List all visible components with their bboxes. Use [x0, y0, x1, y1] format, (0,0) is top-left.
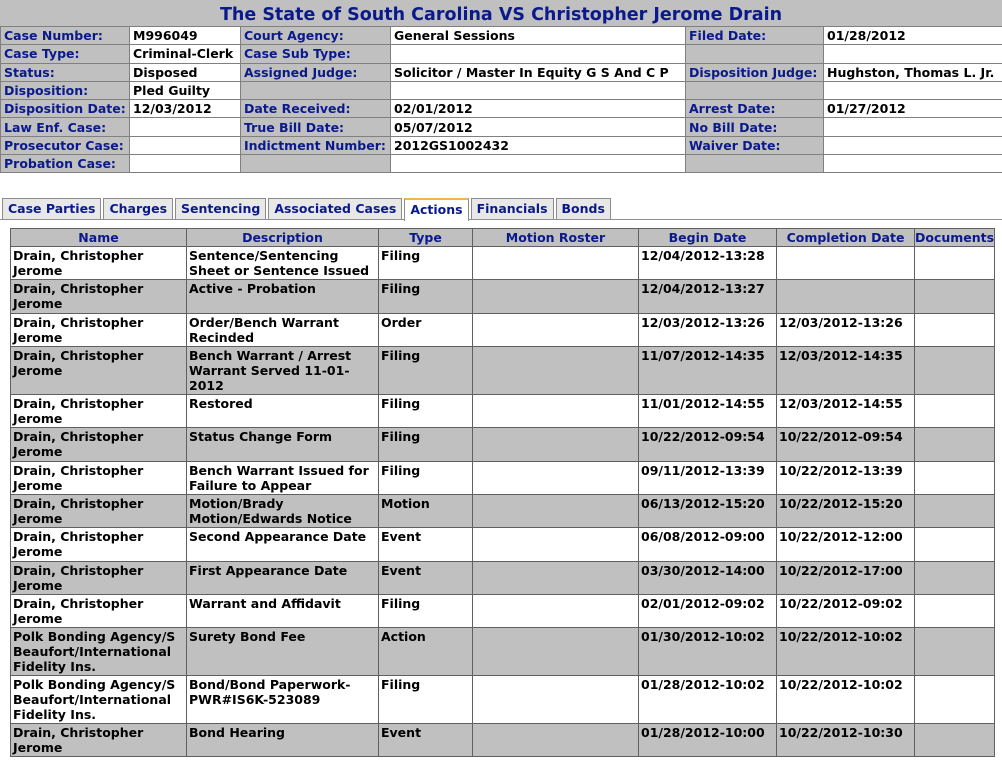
- motion-roster-cell: [473, 395, 639, 428]
- documents-cell: [915, 428, 995, 462]
- column-header-type[interactable]: Type: [379, 229, 473, 247]
- waiver-date-value: [824, 136, 1002, 154]
- blank-value: [824, 45, 1002, 63]
- name-cell: Drain, Christopher Jerome: [11, 528, 187, 562]
- status-label: Status:: [1, 63, 130, 81]
- documents-cell: [915, 495, 995, 528]
- type-cell: Event: [379, 724, 473, 757]
- actions-table-body: [11, 247, 995, 757]
- name-cell: Drain, Christopher Jerome: [11, 562, 187, 595]
- completion-date-cell: 10/22/2012-12:00: [777, 528, 915, 562]
- date-received-value: 02/01/2012: [391, 100, 686, 118]
- disposition-label: Disposition:: [1, 81, 130, 99]
- name-cell: Drain, Christopher Jerome: [11, 428, 187, 462]
- name-cell: Drain, Christopher Jerome: [11, 724, 187, 757]
- description-cell: Bench Warrant Issued for Failure to Appear: [187, 462, 379, 495]
- documents-cell: [915, 724, 995, 757]
- motion-roster-cell: [473, 676, 639, 724]
- description-cell: First Appearance Date: [187, 562, 379, 595]
- motion-roster-cell: [473, 314, 639, 347]
- case-sub-type-value: [391, 45, 686, 63]
- type-cell: Filing: [379, 676, 473, 724]
- completion-date-cell: [777, 247, 915, 280]
- name-cell: Polk Bonding Agency/S Beaufort/International Fidelity Ins.: [11, 628, 187, 676]
- motion-roster-cell: [473, 562, 639, 595]
- completion-date-cell: 10/22/2012-09:54: [777, 428, 915, 462]
- blank-value: [391, 81, 686, 99]
- blank-value: [391, 155, 686, 173]
- motion-roster-cell: [473, 247, 639, 280]
- column-header-completion-date[interactable]: Completion Date: [777, 229, 915, 247]
- tab-actions[interactable]: Actions: [404, 198, 468, 221]
- true-bill-date-value: 05/07/2012: [391, 118, 686, 136]
- blank-label: [686, 45, 824, 63]
- description-cell: Status Change Form: [187, 428, 379, 462]
- arrest-date-value: 01/27/2012: [824, 100, 1002, 118]
- completion-date-cell: 12/03/2012-14:35: [777, 347, 915, 395]
- name-cell: Drain, Christopher Jerome: [11, 462, 187, 495]
- case-type-value: Criminal-Clerk: [130, 45, 241, 63]
- type-cell: Filing: [379, 280, 473, 314]
- table-row[interactable]: [11, 628, 995, 676]
- documents-cell: [915, 314, 995, 347]
- type-cell: Event: [379, 562, 473, 595]
- motion-roster-cell: [473, 495, 639, 528]
- table-row[interactable]: [11, 280, 995, 314]
- type-cell: Filing: [379, 347, 473, 395]
- description-cell: Order/Bench Warrant Recinded: [187, 314, 379, 347]
- tab-charges[interactable]: Charges: [103, 198, 173, 219]
- type-cell: Filing: [379, 595, 473, 628]
- table-row[interactable]: [11, 724, 995, 757]
- column-header-documents[interactable]: Documents: [915, 230, 995, 245]
- documents-cell: [915, 247, 995, 280]
- motion-roster-cell: [473, 428, 639, 462]
- begin-date-cell: 11/07/2012-14:35: [639, 347, 777, 395]
- description-cell: Second Appearance Date: [187, 528, 379, 562]
- status-value: Disposed: [130, 63, 241, 81]
- name-cell: Drain, Christopher Jerome: [11, 280, 187, 314]
- type-cell: Filing: [379, 428, 473, 462]
- name-cell: Drain, Christopher Jerome: [11, 314, 187, 347]
- tab-financials[interactable]: Financials: [471, 198, 554, 219]
- name-cell: Polk Bonding Agency/S Beaufort/International Fidelity Ins.: [11, 676, 187, 724]
- probation-case-value: [130, 155, 241, 173]
- begin-date-cell: 01/28/2012-10:00: [639, 724, 777, 757]
- motion-roster-cell: [473, 628, 639, 676]
- filed-date-value: 01/28/2012: [824, 27, 1002, 45]
- column-header-description[interactable]: Description: [187, 229, 379, 247]
- description-cell: Bond/Bond Paperwork-PWR#IS6K-523089: [187, 676, 379, 724]
- actions-table: [10, 228, 995, 757]
- completion-date-cell: 12/03/2012-14:55: [777, 395, 915, 428]
- name-cell: Drain, Christopher Jerome: [11, 495, 187, 528]
- description-cell: Bench Warrant / Arrest Warrant Served 11-01-2012: [187, 347, 379, 395]
- blank-label: [686, 81, 824, 99]
- table-row[interactable]: [11, 314, 995, 347]
- indictment-number-label: Indictment Number:: [241, 136, 391, 154]
- page-title: The State of South Carolina VS Christopher Jerome Drain: [0, 0, 1002, 27]
- disposition-judge-value: Hughston, Thomas L. Jr.: [824, 63, 1002, 81]
- waiver-date-label: Waiver Date:: [686, 136, 824, 154]
- probation-case-label: Probation Case:: [1, 155, 130, 173]
- begin-date-cell: 06/13/2012-15:20: [639, 495, 777, 528]
- documents-cell: [915, 395, 995, 428]
- court-agency-label: Court Agency:: [241, 27, 391, 45]
- tab-sentencing[interactable]: Sentencing: [175, 198, 266, 219]
- documents-cell: [915, 562, 995, 595]
- blank-value: [824, 81, 1002, 99]
- completion-date-cell: 10/22/2012-09:02: [777, 595, 915, 628]
- table-row[interactable]: [11, 347, 995, 395]
- filed-date-label: Filed Date:: [686, 27, 824, 45]
- description-cell: Active - Probation: [187, 280, 379, 314]
- disposition-judge-label: Disposition Judge:: [686, 63, 824, 81]
- begin-date-cell: 10/22/2012-09:54: [639, 428, 777, 462]
- motion-roster-cell: [473, 528, 639, 562]
- type-cell: Action: [379, 628, 473, 676]
- begin-date-cell: 03/30/2012-14:00: [639, 562, 777, 595]
- case-type-label: Case Type:: [1, 45, 130, 63]
- motion-roster-cell: [473, 462, 639, 495]
- table-row[interactable]: [11, 428, 995, 462]
- description-cell: Motion/Brady Motion/Edwards Notice: [187, 495, 379, 528]
- name-cell: Drain, Christopher Jerome: [11, 395, 187, 428]
- column-header-motion-roster[interactable]: Motion Roster: [473, 229, 639, 247]
- disposition-value: Pled Guilty: [130, 81, 241, 99]
- no-bill-date-value: [824, 118, 1002, 136]
- indictment-number-value: 2012GS1002432: [391, 136, 686, 154]
- type-cell: Event: [379, 528, 473, 562]
- blank-label: [686, 155, 824, 173]
- table-row[interactable]: [11, 247, 995, 280]
- actions-header-row: [11, 229, 995, 247]
- documents-cell: [915, 462, 995, 495]
- prosecutor-case-label: Prosecutor Case:: [1, 136, 130, 154]
- type-cell: Filing: [379, 462, 473, 495]
- table-row[interactable]: [11, 495, 995, 528]
- case-number-label: Case Number:: [1, 27, 130, 45]
- motion-roster-cell: [473, 347, 639, 395]
- table-row[interactable]: [11, 528, 995, 562]
- motion-roster-cell: [473, 280, 639, 314]
- begin-date-cell: 01/30/2012-10:02: [639, 628, 777, 676]
- description-cell: Restored: [187, 395, 379, 428]
- tab-bonds[interactable]: Bonds: [556, 198, 611, 219]
- type-cell: Motion: [379, 495, 473, 528]
- completion-date-cell: 10/22/2012-15:20: [777, 495, 915, 528]
- tab-case-parties[interactable]: Case Parties: [2, 198, 101, 219]
- begin-date-cell: 12/03/2012-13:26: [639, 314, 777, 347]
- no-bill-date-label: No Bill Date:: [686, 118, 824, 136]
- name-cell: Drain, Christopher Jerome: [11, 595, 187, 628]
- column-header-name[interactable]: Name: [11, 229, 187, 247]
- begin-date-cell: 01/28/2012-10:02: [639, 676, 777, 724]
- completion-date-cell: 10/22/2012-10:30: [777, 724, 915, 757]
- arrest-date-label: Arrest Date:: [686, 100, 824, 118]
- case-info-table: [0, 26, 1002, 173]
- completion-date-cell: 10/22/2012-10:02: [777, 628, 915, 676]
- blank-value: [824, 155, 1002, 173]
- motion-roster-cell: [473, 595, 639, 628]
- completion-date-cell: 10/22/2012-10:02: [777, 676, 915, 724]
- assigned-judge-label: Assigned Judge:: [241, 63, 391, 81]
- begin-date-cell: 02/01/2012-09:02: [639, 595, 777, 628]
- law-enf-case-label: Law Enf. Case:: [1, 118, 130, 136]
- name-cell: Drain, Christopher Jerome: [11, 247, 187, 280]
- blank-label: [241, 81, 391, 99]
- case-number-value: M996049: [130, 27, 241, 45]
- table-row[interactable]: [11, 395, 995, 428]
- documents-cell: [915, 628, 995, 676]
- documents-cell: [915, 595, 995, 628]
- completion-date-cell: 10/22/2012-17:00: [777, 562, 915, 595]
- description-cell: Sentence/Sentencing Sheet or Sentence Issued: [187, 247, 379, 280]
- begin-date-cell: 09/11/2012-13:39: [639, 462, 777, 495]
- begin-date-cell: 06/08/2012-09:00: [639, 528, 777, 562]
- documents-cell: [915, 676, 995, 724]
- motion-roster-cell: [473, 724, 639, 757]
- completion-date-cell: 12/03/2012-13:26: [777, 314, 915, 347]
- documents-cell: [915, 280, 995, 314]
- blank-label: [241, 155, 391, 173]
- tab-associated-cases[interactable]: Associated Cases: [268, 198, 402, 219]
- table-row[interactable]: [11, 595, 995, 628]
- completion-date-cell: [777, 280, 915, 314]
- description-cell: Surety Bond Fee: [187, 628, 379, 676]
- name-cell: Drain, Christopher Jerome: [11, 347, 187, 395]
- table-row[interactable]: [11, 676, 995, 724]
- description-cell: Bond Hearing: [187, 724, 379, 757]
- assigned-judge-value: Solicitor / Master In Equity G S And C P: [391, 63, 686, 81]
- documents-cell: [915, 347, 995, 395]
- begin-date-cell: 12/04/2012-13:27: [639, 280, 777, 314]
- disposition-date-label: Disposition Date:: [1, 100, 130, 118]
- law-enf-case-value: [130, 118, 241, 136]
- disposition-date-value: 12/03/2012: [130, 100, 241, 118]
- type-cell: Order: [379, 314, 473, 347]
- completion-date-cell: 10/22/2012-13:39: [777, 462, 915, 495]
- documents-cell: [915, 528, 995, 562]
- tab-bar: [2, 198, 613, 220]
- court-agency-value: General Sessions: [391, 27, 686, 45]
- type-cell: Filing: [379, 247, 473, 280]
- table-row[interactable]: [11, 562, 995, 595]
- case-sub-type-label: Case Sub Type:: [241, 45, 391, 63]
- prosecutor-case-value: [130, 136, 241, 154]
- begin-date-cell: 12/04/2012-13:28: [639, 247, 777, 280]
- date-received-label: Date Received:: [241, 100, 391, 118]
- type-cell: Filing: [379, 395, 473, 428]
- description-cell: Warrant and Affidavit: [187, 595, 379, 628]
- table-row[interactable]: [11, 462, 995, 495]
- true-bill-date-label: True Bill Date:: [241, 118, 391, 136]
- begin-date-cell: 11/01/2012-14:55: [639, 395, 777, 428]
- column-header-begin-date[interactable]: Begin Date: [639, 229, 777, 247]
